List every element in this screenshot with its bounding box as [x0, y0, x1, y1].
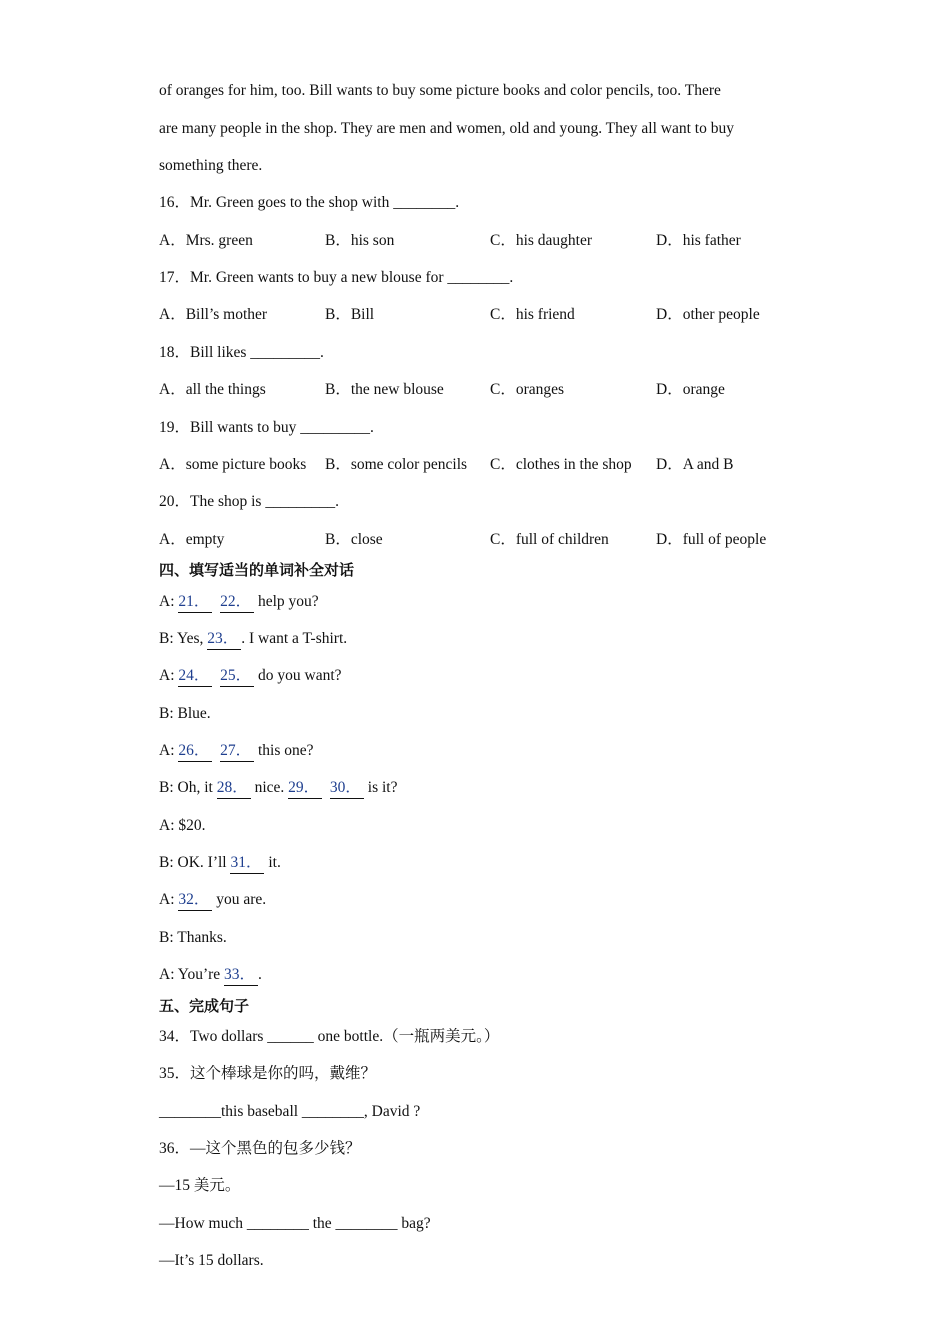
answer-blank[interactable]: 33． [224, 965, 258, 986]
answer-blank[interactable]: 21． [178, 592, 212, 613]
passage-line: are many people in the shop. They are men and women, old and young. They all want to buy [159, 120, 734, 137]
option-b[interactable]: B．Bill [325, 306, 375, 323]
dialog-line: B: OK. I’ll 31． it. [159, 853, 281, 874]
dialog-line: B: Blue. [159, 705, 211, 722]
answer-blank[interactable]: 31． [230, 853, 264, 874]
answer-blank[interactable]: 28． [217, 778, 251, 799]
option-b[interactable]: B．his son [325, 232, 395, 249]
question-36: 36．—这个黑色的包多少钱？ [159, 1140, 361, 1157]
question-36-answer-cn: —15 美元。 [159, 1177, 241, 1194]
option-d[interactable]: D．A and B [656, 456, 734, 473]
option-c[interactable]: C．oranges [490, 381, 565, 398]
question-36-english-answer: —It’s 15 dollars. [159, 1252, 264, 1269]
option-b[interactable]: B．some color pencils [325, 456, 468, 473]
answer-blank[interactable]: 23． [207, 629, 241, 650]
question-stem: 18．Bill likes _________. [159, 344, 324, 361]
question-stem: 17．Mr. Green wants to buy a new blouse for ________. [159, 269, 514, 286]
option-d[interactable]: D．other people [656, 306, 760, 323]
option-a[interactable]: A．all the things [159, 381, 266, 398]
option-a[interactable]: A．empty [159, 531, 225, 548]
answer-blank[interactable]: 27． [220, 741, 254, 762]
option-c[interactable]: C．his friend [490, 306, 575, 323]
section-heading: 四、填写适当的单词补全对话 [159, 561, 355, 579]
dialog-line: A: 24． 25． do you want? [159, 666, 342, 687]
question-stem: 20．The shop is _________. [159, 493, 339, 510]
option-d[interactable]: D．full of people [656, 531, 767, 548]
option-c[interactable]: C．full of children [490, 531, 609, 548]
option-d[interactable]: D．orange [656, 381, 725, 398]
dialog-line: A: 21． 22． help you? [159, 592, 319, 613]
answer-blank[interactable]: 25． [220, 666, 254, 687]
question-34: 34．Two dollars ______ one bottle.（一瓶两美元。） [159, 1028, 500, 1045]
answer-blank[interactable]: 29． [288, 778, 322, 799]
passage-line: something there. [159, 157, 263, 174]
dialog-line: B: Yes, 23． . I want a T-shirt. [159, 629, 347, 650]
answer-blank[interactable]: 24． [178, 666, 212, 687]
question-35-english: ________this baseball ________, David ? [159, 1103, 421, 1120]
option-d[interactable]: D．his father [656, 232, 741, 249]
option-b[interactable]: B．the new blouse [325, 381, 444, 398]
question-35: 35．这个棒球是你的吗，戴维？ [159, 1065, 377, 1082]
dialog-line: A: You’re 33． . [159, 965, 262, 986]
option-c[interactable]: C．his daughter [490, 232, 593, 249]
question-stem: 19．Bill wants to buy _________. [159, 419, 374, 436]
dialog-line: A: 26． 27． this one? [159, 741, 314, 762]
dialog-line: A: 32． you are. [159, 890, 266, 911]
option-a[interactable]: A．some picture books [159, 456, 307, 473]
dialog-line: B: Thanks. [159, 929, 227, 946]
answer-blank[interactable]: 26． [178, 741, 212, 762]
dialog-line: B: Oh, it 28． nice. 29． 30． is it? [159, 778, 398, 799]
option-c[interactable]: C．clothes in the shop [490, 456, 632, 473]
question-stem: 16．Mr. Green goes to the shop with ________. [159, 194, 460, 211]
section-heading: 五、完成句子 [159, 997, 250, 1015]
option-a[interactable]: A．Bill’s mother [159, 306, 268, 323]
dialog-line: A: $20. [159, 817, 206, 834]
passage-line: of oranges for him, too. Bill wants to buy some picture books and color pencils, too. There [159, 82, 721, 99]
option-b[interactable]: B．close [325, 531, 383, 548]
answer-blank[interactable]: 30． [330, 778, 364, 799]
option-a[interactable]: A．Mrs. green [159, 232, 253, 249]
question-36-english: —How much ________ the ________ bag? [159, 1215, 431, 1232]
answer-blank[interactable]: 32． [178, 890, 212, 911]
answer-blank[interactable]: 22． [220, 592, 254, 613]
